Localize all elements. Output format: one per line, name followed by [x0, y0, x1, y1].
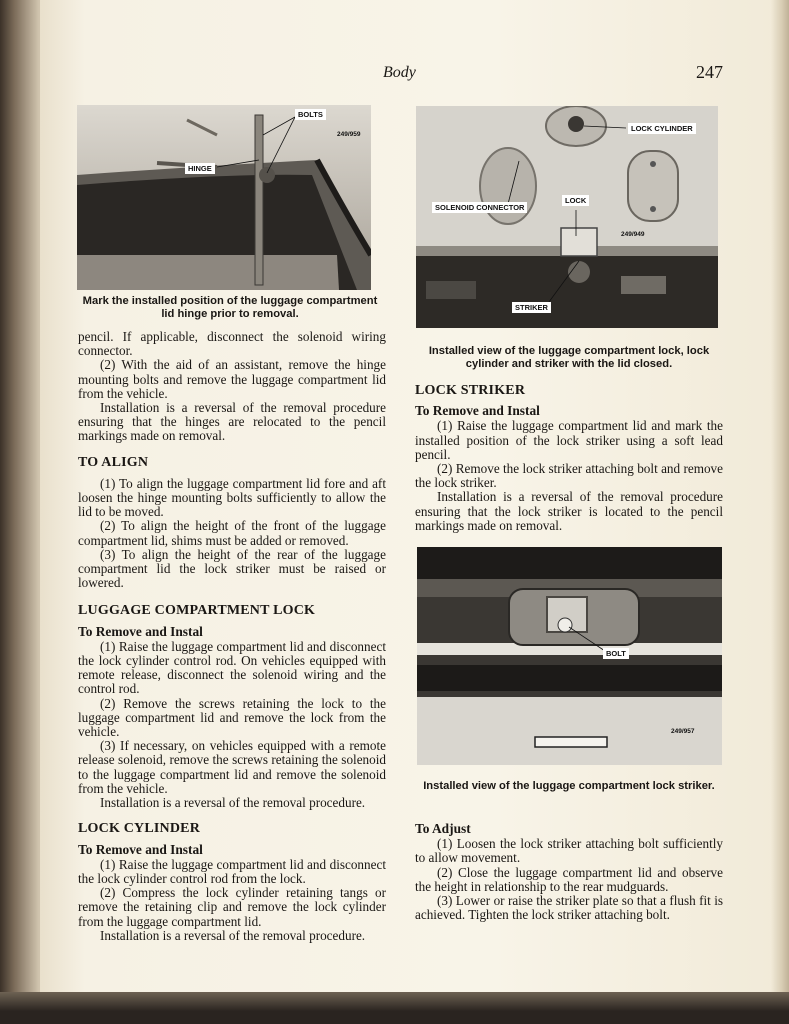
label-solenoid-connector: SOLENOID CONNECTOR [432, 202, 527, 213]
left-paragraph-3: Installation is a reversal of the removal procedure ensuring that the hinges are relocated to the pencil markings made on removal. [78, 400, 386, 444]
striker-step-2: (2) Remove the lock striker attaching bolt and remove the lock striker. [415, 461, 723, 491]
adjust-step-2: (2) Close the luggage compartment lid and observe the height in relationship to the rear mudguards. [415, 864, 723, 894]
lock-photo [416, 106, 718, 328]
lock-step-1: (1) Raise the luggage compartment lid and disconnect the lock cylinder control rod. On vehicles equipped with remote release, disconnect the solenoid wiring and the control rod. [78, 638, 386, 697]
page-edge [771, 0, 789, 1000]
lock-step-4: Installation is a reversal of the removal procedure. [100, 795, 366, 811]
label-lock: LOCK [562, 195, 589, 206]
hinge-caption: Mark the installed position of the luggage compartment lid hinge prior to removal. [82, 295, 378, 320]
striker-photo [417, 547, 722, 765]
subheading-to-adjust: To Adjust [415, 821, 471, 836]
label-hinge: HINGE [185, 163, 215, 174]
figure-ref-949: 249/949 [621, 231, 645, 238]
subheading-striker-remove: To Remove and Instal [415, 403, 540, 419]
label-bolt: BOLT [603, 648, 629, 659]
left-paragraph-2: (2) With the aid of an assistant, remove the hinge mounting bolts and remove the luggage compartment lid from the vehicle. [78, 357, 386, 401]
cylinder-step-3: Installation is a reversal of the removal procedure. [100, 927, 366, 943]
align-step-2: (2) To align the height of the front of the luggage compartment lid, shims must be added or removed. [78, 518, 386, 548]
lock-step-2: (2) Remove the screws retaining the lock to the luggage compartment lid and remove the lock from the vehicle. [78, 695, 386, 740]
bottom-shadow [0, 992, 789, 1024]
align-step-1: (1) To align the luggage compartment lid fore and aft loosen the hinge mounting bolts sufficiently to allow the lid to be moved. [78, 475, 386, 520]
heading-to-align: TO ALIGN [78, 454, 149, 470]
subheading-cylinder-remove: To Remove and Instal [78, 841, 203, 857]
heading-lock-cylinder: LOCK CYLINDER [78, 821, 201, 837]
label-bolts: BOLTS [295, 109, 326, 120]
cylinder-step-1: (1) Raise the luggage compartment lid and disconnect the lock cylinder control rod from the lock. [78, 856, 386, 886]
striker-step-3: Installation is a reversal of the removal procedure ensuring that the lock striker is located to the pencil markings made on removal. [415, 489, 723, 533]
page-number: 247 [696, 62, 723, 82]
cylinder-step-2: (2) Compress the lock cylinder retaining tangs or remove the retaining clip and remove the lock cylinder from the luggage compartment lid. [78, 885, 386, 929]
striker-step-1: (1) Raise the luggage compartment lid and mark the installed position of the lock striker using a soft lead pencil. [415, 418, 723, 462]
label-lock-cylinder: LOCK CYLINDER [628, 123, 696, 134]
lock-illustration [416, 106, 718, 328]
align-step-3: (3) To align the height of the rear of the luggage compartment lid the lock striker must be raised or lowered. [78, 546, 386, 591]
left-column [78, 330, 386, 943]
left-paragraph-1: pencil. If applicable, disconnect the solenoid wiring connector. [78, 329, 386, 359]
subheading-lock-remove: To Remove and Instal [78, 623, 203, 639]
heading-lock-striker: LOCK STRIKER [415, 383, 526, 398]
adjust-step-1: (1) Loosen the lock striker attaching bolt sufficiently to allow movement. [415, 836, 723, 866]
figure-ref-957: 249/957 [671, 728, 695, 735]
adjust-step-3: (3) Lower or raise the striker plate so that a flush fit is achieved. Tighten the lock striker attaching bolt. [415, 893, 723, 923]
lock-caption: Installed view of the luggage compartment lock, lock cylinder and striker with the lid closed. [428, 345, 710, 370]
figure-ref-959: 249/959 [337, 131, 361, 138]
right-column-adjust [415, 816, 723, 922]
hinge-photo [77, 105, 371, 290]
lock-step-3: (3) If necessary, on vehicles equipped with a remote release solenoid, remove the screws retaining the solenoid to the luggage compartment lid and remove the solenoid from the vehicle. [78, 738, 386, 796]
hinge-illustration [77, 105, 371, 290]
right-column-striker [415, 378, 723, 533]
heading-luggage-compartment-lock: LUGGAGE COMPARTMENT LOCK [78, 603, 316, 619]
label-striker: STRIKER [512, 302, 551, 313]
running-header: Body [383, 64, 416, 81]
striker-caption: Installed view of the luggage compartment lock striker. [423, 780, 715, 792]
